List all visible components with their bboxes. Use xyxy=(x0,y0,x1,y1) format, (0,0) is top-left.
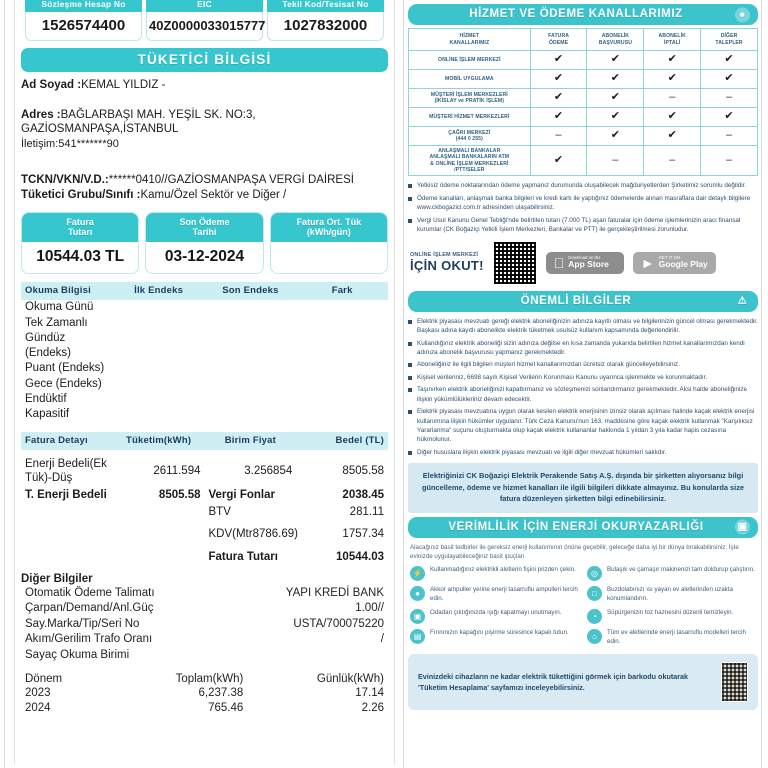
efficiency-banner xyxy=(408,517,758,538)
reading-table xyxy=(21,282,388,422)
channels-header-subscription: ABONELİK BAŞVURUSU xyxy=(587,29,644,51)
period-header-period: Dönem xyxy=(25,672,63,685)
channel-label: ÇAĞRI MERKEZİ (444 0 255) xyxy=(409,127,531,146)
reading-diff xyxy=(296,407,388,422)
check-icon: ✔ xyxy=(644,127,701,146)
period-header-row xyxy=(21,672,388,687)
reading-header-difference: Fark xyxy=(296,282,388,300)
consumer-contact: İletişim:541*******90 xyxy=(21,138,119,151)
efficiency-intro: Alacağınız basit tedbirler ile gereksiz enerji kullanımının önüne geçebilir, geleceğe daha iyi bir dünya bırakabilirsiniz. İşte evinizde uygulayabileceğiniz basit ipuçları xyxy=(410,543,739,561)
table-row xyxy=(21,617,388,633)
detail-body xyxy=(21,450,388,566)
service-channels-table xyxy=(408,28,758,176)
check-icon: ✔ xyxy=(587,51,644,70)
reading-last xyxy=(205,407,297,422)
consumer-tckn-label: TCKN/VKN/V.D.: xyxy=(21,174,109,187)
account-header-contract-no: Sözleşme Hesap No xyxy=(25,0,142,12)
energy-tip xyxy=(587,586,756,604)
warning-triangle-icon: ⚠ xyxy=(737,295,748,307)
consumer-info-block xyxy=(21,78,388,203)
channels-header-row xyxy=(409,29,758,51)
energy-tip xyxy=(587,629,756,647)
energy-tip xyxy=(410,629,579,647)
detail-label xyxy=(21,504,113,521)
list-item: Taşınırken elektrik aboneliğinizi kapattırmanız ve sözleşmenizi sonlandırmanız gerekmektedir. Aksi halde aboneliğinize ilişkin yükümlülükleriniz devam edecektir. xyxy=(408,385,758,404)
list-item: Yetkisiz ödeme noktalarından ödeme yapmanız durumunda oluşabilecek mağduriyetlerden Şirketimiz sorumlu değildir. xyxy=(408,181,758,190)
energy-tip-text: Süpürgenizin toz haznesini düzenli temizleyin. xyxy=(607,609,734,617)
check-icon: ✔ xyxy=(701,108,758,127)
table-row xyxy=(409,51,758,70)
detail-qty xyxy=(113,504,205,521)
other-label: Otomatik Ödeme Talimatı xyxy=(25,586,155,599)
account-header-installation-no: Tekil Kod/Tesisat No xyxy=(267,0,384,12)
energy-tip-text: Fırınınızın kapağını pişirme süresince kapalı tutun. xyxy=(430,629,569,637)
summary-title-line1-2: Fatura Ort. Tük xyxy=(296,216,362,227)
app-store-top: Download on the xyxy=(557,254,591,260)
table-row xyxy=(21,549,388,566)
check-icon: ✔ xyxy=(701,51,758,70)
app-store-badge[interactable] xyxy=(546,252,624,274)
period-daily: 2.26 xyxy=(361,702,384,715)
reading-label: Gece (Endeks) xyxy=(25,377,102,390)
reading-label: Tek Zamanlı xyxy=(25,316,88,329)
detail-header-consumption: Tüketim(kWh) xyxy=(113,432,205,450)
check-icon: ✔ xyxy=(587,89,644,108)
spacer-4 xyxy=(21,423,388,432)
table-row xyxy=(21,526,388,543)
dash-icon: – xyxy=(530,127,587,146)
right-rule xyxy=(761,0,762,768)
reading-diff xyxy=(296,377,388,392)
table-row xyxy=(21,377,388,392)
reading-label: Endüktif xyxy=(25,393,67,406)
reading-first xyxy=(113,331,205,362)
other-value xyxy=(228,648,388,664)
play-triangle-icon: ► xyxy=(640,254,655,271)
summary-value-due-date: 03-12-2024 xyxy=(164,248,245,266)
qr-code-icon[interactable] xyxy=(493,241,537,285)
energy-meter-icon: ▣ xyxy=(735,520,750,535)
google-play-top: GET IT ON xyxy=(658,254,680,260)
dash-icon: – xyxy=(644,89,701,108)
summary-box-avg-consumption xyxy=(270,212,388,275)
other-info-table xyxy=(21,586,388,664)
important-info-banner xyxy=(408,291,758,312)
reading-last xyxy=(205,361,297,376)
period-year: 2024 xyxy=(25,702,51,715)
detail-header-unit-price: Birim Fiyat xyxy=(205,432,297,450)
dash-icon: – xyxy=(644,146,701,176)
period-total: 6,237.38 xyxy=(198,687,244,700)
period-header-total: Toplam(kWh) xyxy=(175,672,244,685)
channel-label: ANLAŞMALI BANKALAR ANLAŞMALI BANKALARIN ATM & ONLİNE İŞLEM MERKEZLERİ /PTT/SELER xyxy=(409,146,531,176)
list-item: Aboneliğiniz ile ilgili bilgileri müşteri hizmet kanallarımızdan ücretsiz olarak güncelleyebilirsiniz. xyxy=(408,360,758,369)
check-icon: ✔ xyxy=(530,146,587,176)
summary-box-due-date xyxy=(145,212,263,275)
table-row xyxy=(21,331,388,362)
google-play-badge[interactable] xyxy=(633,252,716,274)
detail-unit: KDV(Mtr8786.69) xyxy=(208,528,298,541)
dash-icon: – xyxy=(701,89,758,108)
account-table xyxy=(21,0,388,41)
invoice-right-panel xyxy=(404,0,768,768)
efficiency-title-strong: ENERJİ OKURYAZARLIĞI xyxy=(552,520,704,533)
detail-qty xyxy=(113,549,205,566)
table-row xyxy=(21,586,388,602)
detail-header-amount: Bedel (TL) xyxy=(296,432,388,450)
channels-header-bill-payment: FATURA ÖDEME xyxy=(530,29,587,51)
qr-code-consumption-icon[interactable] xyxy=(721,662,748,702)
detail-header-description: Fatura Detayı xyxy=(21,432,113,450)
list-item: Ödeme kanalları, anlaşmalı banka bilgileri ve kredi kartı ile yaptığınız ödemelerde alınan masraflara dair detaylı bilgilere www.ckbogazici.com.tr adresinden ulaşabilirsiniz. xyxy=(408,194,758,213)
reading-body xyxy=(21,300,388,422)
consumer-group-value: Kamu/Özel Sektör ve Diğer / xyxy=(140,188,287,201)
dash-icon: – xyxy=(701,146,758,176)
consumer-address-value: BAĞLARBAŞI MAH. YEŞİL SK. NO:3, xyxy=(60,108,256,121)
energy-tip-text: Odadan çıktığınızda ışığı kapatmayı unutmayın. xyxy=(430,609,562,617)
period-total: 765.46 xyxy=(208,702,244,715)
reading-last xyxy=(205,300,297,315)
other-label: Say.Marka/Tip/Seri No xyxy=(25,617,140,630)
period-header-daily: Günlük(kWh) xyxy=(316,672,384,685)
reading-first xyxy=(113,407,205,422)
detail-unit: Fatura Tutarı xyxy=(208,551,278,564)
other-label: Akım/Gerilim Trafo Oranı xyxy=(25,633,153,646)
check-icon: ✔ xyxy=(530,108,587,127)
list-item: Elektrik piyasası mevzuatına uygun olarak kesilen elektrik enerjisinin izinsiz olarak açılması halinde kaçak elektrik enerjisi kullanımına ilişkin hükümler uygulanır. Türk Ceza Kanunu'nun 163. maddesine göre kaçak elektrik kullanmak "Karşılıksız Yararlanma" suçunu oluşturmakta olup kaçak elektrik kullananlar hakkında 1 yıldan 3 yıla kadar hapis cezasına hükmolunur. xyxy=(408,407,758,445)
energy-tip-text: Tüm ev aletlerinde enerji tasarruflu modelleri tercih edin. xyxy=(607,629,746,646)
table-row xyxy=(409,108,758,127)
detail-qty: 8505.58 xyxy=(158,489,201,502)
google-play-bottom: Google Play xyxy=(658,259,708,270)
summary-title-line1-1: Son Ödeme xyxy=(179,216,230,227)
detail-amount: 8505.58 xyxy=(342,464,384,477)
reading-last xyxy=(205,331,297,362)
channels-header-cancellation: ABONELİK İPTALİ xyxy=(644,29,701,51)
summary-box-invoice-amount xyxy=(21,212,139,275)
table-row xyxy=(21,456,388,487)
detail-unit: Vergi Fonlar xyxy=(208,489,275,502)
table-row xyxy=(21,487,388,504)
other-value: / xyxy=(380,633,384,646)
table-row xyxy=(21,361,388,376)
other-value: 1.00// xyxy=(355,602,384,615)
summary-value-invoice-amount: 10544.03 TL xyxy=(36,248,125,266)
table-row xyxy=(409,70,758,89)
reading-label: Puant (Endeks) xyxy=(25,362,105,375)
reading-label: Gündüz (Endeks) xyxy=(25,331,72,360)
list-item: Vergi Usul Kanunu Genel Tebliği'nde belirtilen tutarı (7.000 TL) aşan faturalar için ödeme işlemlerinizin aracı finansal kurumlar (CK Boğaziçi Yetkili İşlem Merkezleri, Bankalar ve PTT) ile gerçekleştirilmesi zorunludur. xyxy=(408,216,758,235)
table-row xyxy=(21,300,388,315)
table-row xyxy=(409,127,758,146)
energy-tip-text: Bulaşık ve çamaşır makinenizi tam doldurup çalıştırın. xyxy=(607,566,755,574)
consumer-name-value: KEMAL YILDIZ - xyxy=(81,79,166,91)
consumption-barcode-text: Evinizdeki cihazların ne kadar elektrik tükettiğini görmek için barkodu okutarak 'Tüketim Hesaplama' sayfamızı inceleyebilirsiniz. xyxy=(418,671,689,693)
invoice-detail-table xyxy=(21,432,388,566)
detail-label xyxy=(21,526,113,543)
app-store-bottom: App Store xyxy=(557,259,599,270)
account-value-eic: 40Z0000033015777 xyxy=(146,12,263,41)
list-item: Diğer hususlara ilişkin elektrik piyasası mevzuatı ve ilgili diğer mevzuat hükümleri saklıdır. xyxy=(408,448,758,457)
period-daily: 17.14 xyxy=(355,687,384,700)
consumer-tckn-row xyxy=(21,173,388,188)
table-row xyxy=(21,392,388,407)
consumer-tckn-value: ******0410//GAZİOSMANPAŞA VERGİ DAİRESİ xyxy=(108,174,354,187)
detail-label: T. Enerji Bedeli xyxy=(25,489,107,502)
check-icon: ✔ xyxy=(587,70,644,89)
reading-last xyxy=(205,392,297,407)
home-icon: ⌂ xyxy=(587,629,602,644)
table-row xyxy=(21,407,388,422)
reading-diff xyxy=(296,331,388,362)
table-row xyxy=(21,648,388,664)
other-label: Sayaç Okuma Birimi xyxy=(25,648,130,661)
reading-first xyxy=(113,377,205,392)
energy-tip xyxy=(410,609,579,624)
reading-first xyxy=(113,316,205,331)
spacer-3 xyxy=(21,164,388,173)
important-info-title: ÖNEMLİ BİLGİLER xyxy=(520,294,632,307)
reading-header-row xyxy=(21,282,388,300)
list-item: Kullandığınız elektrik aboneliği sizin adınıza değilse en kısa zamanda yukarıda belirtilen hizmet kanallarımızdan kendi adınıza abonelik başvurusu yapmanız gerekmektedir. xyxy=(408,339,758,358)
energy-tip-text: Akkor ampuller yerine enerji tasarruflu ampulleri tercih edin. xyxy=(430,586,578,603)
channel-label: MOBİL UYGULAMA xyxy=(409,70,531,89)
energy-tips-grid xyxy=(408,566,758,647)
qr-promo-text xyxy=(410,253,484,272)
consumer-name-label: Ad Soyad : xyxy=(21,79,82,91)
check-icon: ✔ xyxy=(644,51,701,70)
dash-icon: – xyxy=(587,146,644,176)
detail-qty xyxy=(113,526,205,543)
period-year: 2023 xyxy=(25,687,51,700)
qr-promo-row xyxy=(408,241,758,285)
detail-amount: 1757.34 xyxy=(342,528,384,541)
table-row xyxy=(21,632,388,648)
other-value: YAPI KREDİ BANK xyxy=(285,586,384,599)
table-row xyxy=(21,601,388,617)
table-row xyxy=(21,686,388,701)
channels-header-other: DİĞER TALEPLER xyxy=(701,29,758,51)
summary-title-line2-2: (kWh/gün) xyxy=(306,227,351,238)
table-row xyxy=(21,701,388,716)
other-info-title: Diğer Bilgiler xyxy=(21,572,93,585)
detail-label: Enerji Bedeli(Ek Tük)-Düş xyxy=(25,457,107,485)
qr-promo-small: ONLİNE İŞLEM MERKEZİ xyxy=(410,251,479,258)
supplier-notice: Elektriğinizi CK Boğaziçi Elektrik Perakende Satış A.Ş. dışında bir şirketten alıyorsanız bilgi güncelleme, ödeme ve hizmet kanalları ile ilgili bilgileri dikkate almayınız. Bu konularda size fatura düzenleyen şirketten bilgi edinebilirsiniz. xyxy=(408,463,758,512)
list-item: Kişisel verileriniz, 6698 sayılı Kişisel Verilerin Korunması Kanunu uyarınca işlenmekte ve korunmaktadır. xyxy=(408,373,758,382)
check-icon: ✔ xyxy=(530,89,587,108)
energy-tip xyxy=(410,586,579,604)
light-switch-icon: ▣ xyxy=(410,609,425,624)
channel-label: MÜŞTERİ İŞLEM MERKEZLERİ (İKİSLAY ve PRATİK İŞLEM) xyxy=(409,89,531,108)
detail-amount: 281.11 xyxy=(349,505,384,518)
table-row xyxy=(409,89,758,108)
consumer-address-line2: GAZİOSMANPAŞA,İSTANBUL xyxy=(21,123,179,136)
channels-header-channel: HİZMET KANALLARIMIZ xyxy=(409,29,531,51)
channel-label: ONLİNE İŞLEM MERKEZİ xyxy=(409,51,531,70)
detail-unit: 3.256854 xyxy=(244,464,293,477)
summary-boxes xyxy=(21,212,388,275)
efficiency-title-prefix: VERİMLİLİK İÇİN xyxy=(448,520,553,533)
speech-bubble-icon: ● xyxy=(735,7,750,22)
reading-diff xyxy=(296,392,388,407)
channel-bullets-list xyxy=(408,181,758,234)
account-table-value-row xyxy=(25,12,384,41)
consumer-info-banner: TÜKETİCİ BİLGİSİ xyxy=(21,48,388,72)
summary-title-line2-0: Tutarı xyxy=(67,227,93,238)
channel-label: MÜŞTERİ HİZMET MERKEZLERİ xyxy=(409,108,531,127)
check-icon: ✔ xyxy=(587,108,644,127)
summary-value-avg-consumption xyxy=(271,242,387,272)
reading-last xyxy=(205,377,297,392)
spacer-2 xyxy=(21,151,388,164)
check-icon: ✔ xyxy=(701,70,758,89)
energy-tip-text: Buzdolabınızı ısı yayan ev aletlerinden uzakta konumlandırın. xyxy=(607,586,733,603)
energy-tip xyxy=(410,566,579,581)
important-bullets-list xyxy=(408,317,758,458)
energy-tip xyxy=(587,609,756,624)
summary-title-line2-1: Tarihi xyxy=(192,227,217,238)
account-table-header-row xyxy=(25,0,384,12)
service-channels-banner xyxy=(408,4,758,25)
service-channels-title: HİZMET VE ÖDEME KANALLARIMIZ xyxy=(469,8,683,20)
reading-diff xyxy=(296,316,388,331)
energy-tip-text: Kullanmadığınız elektrikli aletlerin fişini prizden çekin. xyxy=(430,566,576,574)
plug-icon: ⚡ xyxy=(410,566,425,581)
detail-unit: BTV xyxy=(208,505,231,518)
summary-title-line1-0: Fatura xyxy=(66,216,94,227)
other-value: USTA/700075220 xyxy=(293,617,384,630)
check-icon: ✔ xyxy=(644,108,701,127)
account-value-contract-no: 1526574400 xyxy=(25,12,142,41)
table-row xyxy=(409,146,758,176)
reading-header-first-index: İlk Endeks xyxy=(113,282,205,300)
consumption-barcode-box xyxy=(408,654,758,710)
detail-qty: 2611.594 xyxy=(153,464,201,477)
reading-first xyxy=(113,300,205,315)
check-icon: ✔ xyxy=(530,51,587,70)
oven-icon: ▤ xyxy=(410,629,425,644)
reading-label: Kapasitif xyxy=(25,408,70,421)
fridge-icon: □ xyxy=(587,586,602,601)
list-item: Elektrik piyasası mevzuatı gereği elektrik aboneliğinizin adınıza kayıtlı olması ve bilgilerinizin güncel olması gerekmektedir. Başkası adına kayıtlı abonelikte elektrik tüketmek usulsüz kullanım kapsamında değerlendirilir. xyxy=(408,317,758,336)
summary-header-due-date xyxy=(146,213,262,243)
reading-label: Okuma Günü xyxy=(25,301,94,314)
left-rule xyxy=(4,0,5,768)
account-value-installation-no: 1027832000 xyxy=(267,12,384,41)
table-row xyxy=(21,504,388,521)
consumer-group-row xyxy=(21,188,388,203)
check-icon: ✔ xyxy=(587,127,644,146)
detail-amount: 2038.45 xyxy=(342,489,384,502)
consumer-name-row xyxy=(21,78,388,93)
vacuum-icon: ◔ xyxy=(587,609,602,624)
reading-first xyxy=(113,361,205,376)
check-icon: ✔ xyxy=(644,70,701,89)
reading-diff xyxy=(296,300,388,315)
reading-diff xyxy=(296,361,388,376)
detail-header-row xyxy=(21,432,388,450)
apple-icon xyxy=(554,256,565,270)
reading-last xyxy=(205,316,297,331)
qr-promo-big: İÇİN OKUT! xyxy=(410,257,484,273)
consumer-address-row xyxy=(21,108,388,123)
summary-header-avg-consumption xyxy=(271,213,387,243)
reading-header-last-index: Son Endeks xyxy=(205,282,297,300)
check-icon: ✔ xyxy=(530,70,587,89)
table-row xyxy=(21,316,388,331)
reading-first xyxy=(113,392,205,407)
consumer-group-label: Tüketici Grubu/Sınıfı : xyxy=(21,188,141,201)
summary-header-invoice-amount xyxy=(22,213,138,243)
other-label: Çarpan/Demand/Anl.Güç xyxy=(25,602,154,615)
washing-machine-icon: ◎ xyxy=(587,566,602,581)
detail-label xyxy=(21,549,113,566)
consumer-address-label: Adres : xyxy=(21,108,61,121)
channels-body xyxy=(409,51,758,176)
dash-icon: – xyxy=(701,127,758,146)
account-header-eic: EIC xyxy=(146,0,263,12)
spacer-1 xyxy=(21,95,388,108)
period-consumption-table xyxy=(21,672,388,717)
reading-header-info: Okuma Bilgisi xyxy=(21,282,113,300)
bulb-icon: ● xyxy=(410,586,425,601)
energy-tip xyxy=(587,566,756,581)
detail-amount: 10544.03 xyxy=(336,551,384,564)
